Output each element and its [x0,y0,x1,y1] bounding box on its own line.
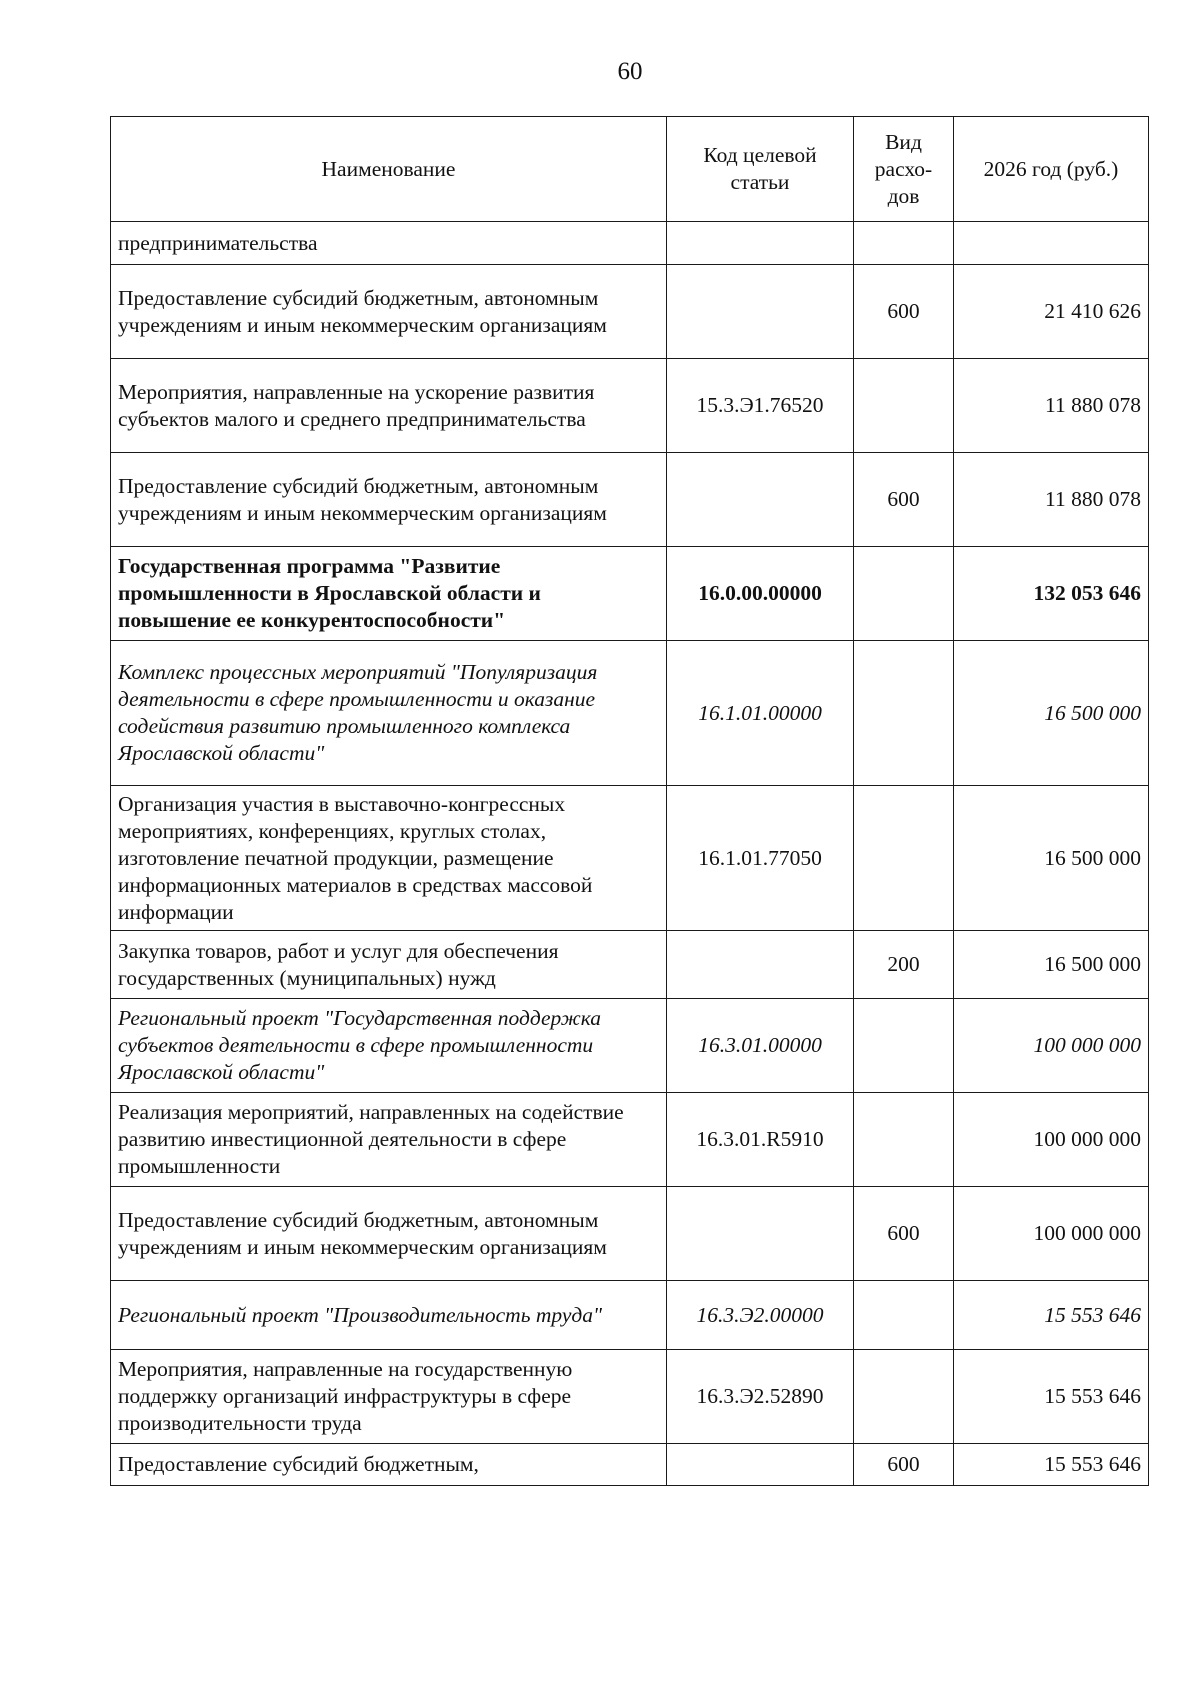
table-row [111,1093,1149,1187]
table-body [111,222,1149,1486]
table-row [111,222,1149,265]
row-code-cell: 16.0.00.00000 [667,547,854,641]
table-row [111,547,1149,641]
row-kind-cell [854,1093,954,1187]
row-sum-cell: 16 500 000 [954,931,1149,999]
row-sum-cell: 15 553 646 [954,1444,1149,1486]
row-kind-cell: 600 [854,1444,954,1486]
table-row [111,265,1149,359]
row-sum-cell: 11 880 078 [954,453,1149,547]
row-code-cell: 16.3.01.R5910 [667,1093,854,1187]
row-kind-cell [854,359,954,453]
row-name-cell: предпринимательства [111,222,667,265]
row-kind-cell [854,999,954,1093]
row-name-cell: Предоставление субсидий бюджетным, автономным учреждениям и иным некоммерческим организациям [111,1187,667,1281]
row-code-cell: 16.3.01.00000 [667,999,854,1093]
row-name-cell: Государственная программа "Развитие промышленности в Ярославской области и повышение ее конкурентоспособности" [111,547,667,641]
row-name-cell: Предоставление субсидий бюджетным, [111,1444,667,1486]
row-sum-cell: 132 053 646 [954,547,1149,641]
row-kind-cell: 200 [854,931,954,999]
row-name-cell: Предоставление субсидий бюджетным, автономным учреждениям и иным некоммерческим организациям [111,453,667,547]
row-kind-cell [854,222,954,265]
row-sum-cell [954,222,1149,265]
row-name-cell: Реализация мероприятий, направленных на содействие развитию инвестиционной деятельности в сфере промышленности [111,1093,667,1187]
row-name-cell: Предоставление субсидий бюджетным, автономным учреждениям и иным некоммерческим организациям [111,265,667,359]
row-kind-cell: 600 [854,1187,954,1281]
row-name-cell: Региональный проект "Государственная поддержка субъектов деятельности в сфере промышленности Ярославской области" [111,999,667,1093]
row-sum-cell: 100 000 000 [954,999,1149,1093]
table-row [111,1281,1149,1350]
row-code-cell [667,1187,854,1281]
row-name-cell: Закупка товаров, работ и услуг для обеспечения государственных (муниципальных) нужд [111,931,667,999]
table-row [111,641,1149,786]
row-kind-cell [854,1281,954,1350]
row-code-cell: 16.3.Э2.00000 [667,1281,854,1350]
row-code-cell [667,265,854,359]
row-kind-cell [854,1350,954,1444]
row-code-cell [667,1444,854,1486]
row-name-cell: Комплекс процессных мероприятий "Популяризация деятельности в сфере промышленности и оказание содействия развитию промышленного комплекса Ярославской области" [111,641,667,786]
row-code-cell: 16.1.01.77050 [667,786,854,931]
table-row [111,359,1149,453]
row-code-cell: 15.3.Э1.76520 [667,359,854,453]
row-name-cell: Организация участия в выставочно-конгрессных мероприятиях, конференциях, круглых столах, изготовление печатной продукции, размещение информационных материалов в средствах массовой информации [111,786,667,931]
header-name: Наименование [111,117,667,222]
row-kind-cell [854,547,954,641]
row-code-cell [667,931,854,999]
table-header-row [111,117,1149,222]
row-code-cell [667,453,854,547]
row-name-cell: Мероприятия, направленные на государственную поддержку организаций инфраструктуры в сфере производительности труда [111,1350,667,1444]
budget-table [110,116,1149,1486]
table-row [111,1187,1149,1281]
row-sum-cell: 15 553 646 [954,1350,1149,1444]
table-row [111,786,1149,931]
row-kind-cell [854,641,954,786]
table-row [111,1444,1149,1486]
header-code: Код целевой статьи [667,117,854,222]
page-number: 60 [617,58,643,85]
table-row [111,1350,1149,1444]
table-row [111,453,1149,547]
row-code-cell: 16.3.Э2.52890 [667,1350,854,1444]
row-kind-cell [854,786,954,931]
row-sum-cell: 16 500 000 [954,641,1149,786]
table-row [111,931,1149,999]
row-kind-cell: 600 [854,265,954,359]
row-code-cell [667,222,854,265]
row-sum-cell: 15 553 646 [954,1281,1149,1350]
row-name-cell: Региональный проект "Производительность труда" [111,1281,667,1350]
row-sum-cell: 21 410 626 [954,265,1149,359]
row-sum-cell: 16 500 000 [954,786,1149,931]
header-kind: Вид расхо-дов [854,117,954,222]
row-sum-cell: 11 880 078 [954,359,1149,453]
header-sum: 2026 год (руб.) [954,117,1149,222]
row-sum-cell: 100 000 000 [954,1093,1149,1187]
row-code-cell: 16.1.01.00000 [667,641,854,786]
row-name-cell: Мероприятия, направленные на ускорение развития субъектов малого и среднего предпринимательства [111,359,667,453]
row-sum-cell: 100 000 000 [954,1187,1149,1281]
table-row [111,999,1149,1093]
row-kind-cell: 600 [854,453,954,547]
